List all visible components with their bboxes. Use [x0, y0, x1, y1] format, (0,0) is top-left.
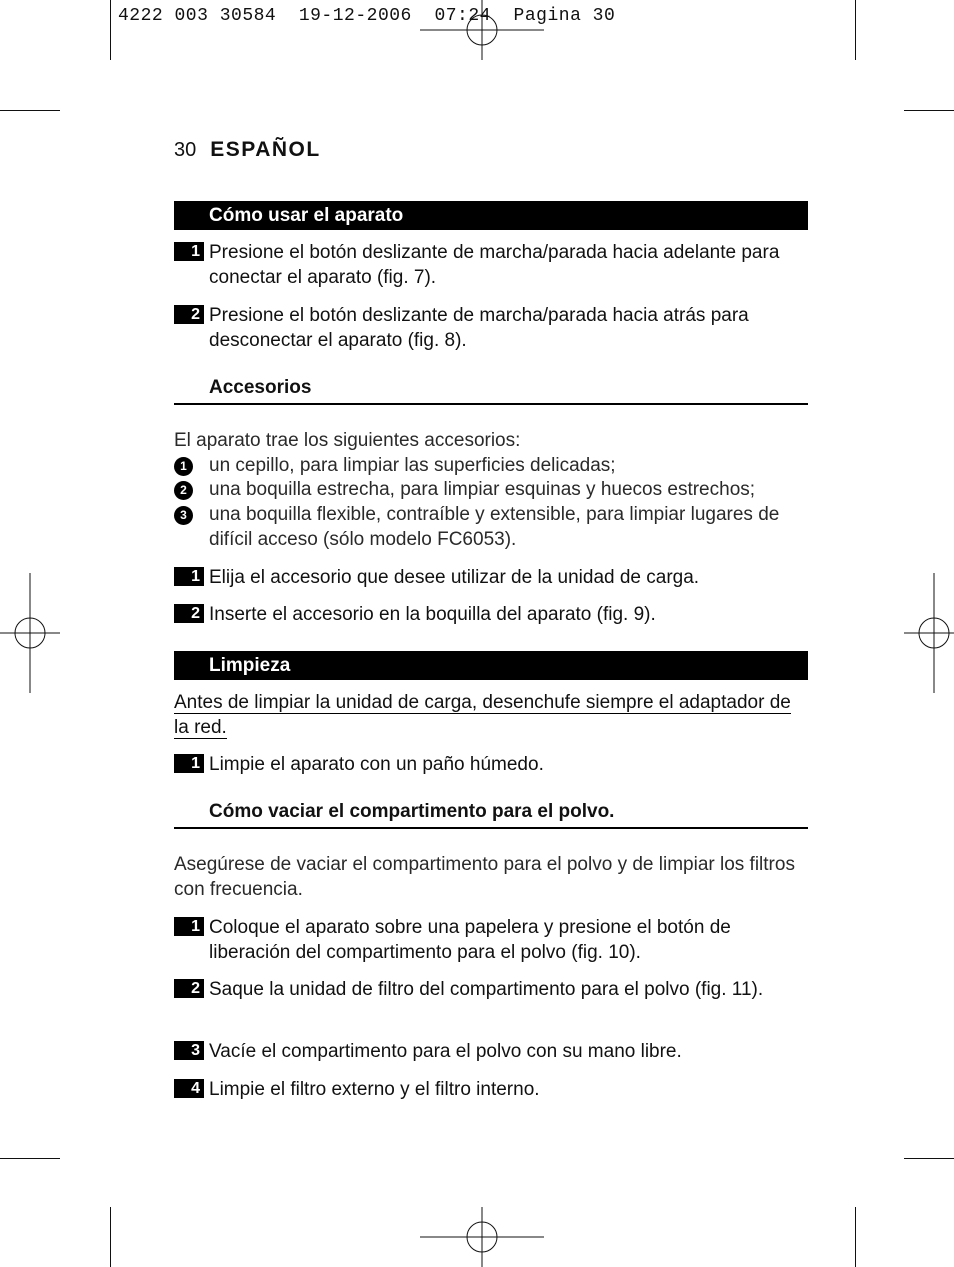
section-heading-usage: Cómo usar el aparato — [174, 201, 808, 230]
crop-mark — [855, 1207, 856, 1267]
step-text: Presione el botón deslizante de marcha/parada hacia atrás para desconectar el aparato (fig. 8). — [209, 305, 749, 351]
step-text: Limpie el filtro externo y el filtro interno. — [209, 1079, 540, 1100]
step-text: Presione el botón deslizante de marcha/parada hacia adelante para conectar el aparato (fig. 7). — [209, 242, 780, 288]
registration-mark-icon — [420, 1207, 544, 1267]
registration-mark-icon — [904, 573, 954, 693]
step-item — [174, 240, 808, 290]
subsection-heading-emptying: Cómo vaciar el compartimento para el polvo. — [174, 801, 808, 829]
step-number-badge: 1 — [174, 567, 204, 586]
step-text: Saque la unidad de filtro del compartimento para el polvo (fig. 11). — [209, 979, 764, 1000]
page-header — [174, 138, 321, 162]
crop-mark — [0, 1158, 60, 1159]
list-item-text: una boquilla estrecha, para limpiar esquinas y huecos estrechos; — [209, 479, 756, 500]
crop-mark — [904, 110, 954, 111]
list-item-text: una boquilla flexible, contraíble y extensible, para limpiar lugares de difícil acceso (sólo modelo FC6053). — [209, 504, 780, 550]
crop-mark — [904, 1158, 954, 1159]
step-number-badge: 2 — [174, 305, 204, 324]
cleaning-warning — [174, 690, 808, 740]
step-number-badge: 2 — [174, 604, 204, 623]
step-number-badge: 2 — [174, 979, 204, 998]
crop-mark — [110, 1207, 111, 1267]
step-text: Vacíe el compartimento para el polvo con su mano libre. — [209, 1041, 682, 1062]
step-text: Limpie el aparato con un paño húmedo. — [209, 754, 544, 775]
step-number-badge: 1 — [174, 242, 204, 261]
step-item — [174, 303, 808, 353]
crop-mark — [110, 0, 111, 60]
step-item — [174, 602, 808, 627]
step-text: Coloque el aparato sobre una papelera y presione el botón de liberación del compartimento para el polvo (fig. 10). — [209, 917, 731, 963]
page-language-title: ESPAÑOL — [210, 138, 321, 161]
emptying-intro: Asegúrese de vaciar el compartimento para el polvo y de limpiar los filtros con frecuencia. — [174, 854, 795, 900]
step-number-badge: 1 — [174, 917, 204, 936]
crop-mark — [855, 0, 856, 60]
registration-mark-icon — [420, 0, 544, 60]
page-number: 30 — [174, 139, 197, 161]
step-number-badge: 1 — [174, 754, 204, 773]
step-item — [174, 915, 808, 965]
step-text: Inserte el accesorio en la boquilla del aparato (fig. 9). — [209, 604, 656, 625]
step-number-badge: 4 — [174, 1079, 204, 1098]
list-item — [174, 502, 808, 552]
step-item — [174, 565, 808, 590]
list-number-circle: 1 — [174, 457, 193, 476]
step-item — [174, 1077, 808, 1102]
section-heading-cleaning: Limpieza — [174, 651, 808, 680]
step-item — [174, 1039, 808, 1064]
print-slug: 4222 003 30584 19-12-2006 07:24 Pagina 30 — [118, 6, 616, 26]
list-number-circle: 3 — [174, 506, 193, 525]
list-item — [174, 453, 808, 478]
step-item — [174, 752, 808, 777]
list-item-text: un cepillo, para limpiar las superficies delicadas; — [209, 455, 616, 476]
crop-mark — [0, 110, 60, 111]
step-number-badge: 3 — [174, 1041, 204, 1060]
list-number-circle: 2 — [174, 481, 193, 500]
list-item — [174, 477, 808, 502]
warning-text: Antes de limpiar la unidad de carga, desenchufe siempre el adaptador de la red. — [174, 692, 791, 738]
subsection-heading-accessories: Accesorios — [174, 377, 808, 405]
step-item — [174, 977, 808, 1002]
accessories-intro: El aparato trae los siguientes accesorios: — [174, 430, 521, 451]
step-text: Elija el accesorio que desee utilizar de la unidad de carga. — [209, 567, 700, 588]
registration-mark-icon — [0, 573, 60, 693]
